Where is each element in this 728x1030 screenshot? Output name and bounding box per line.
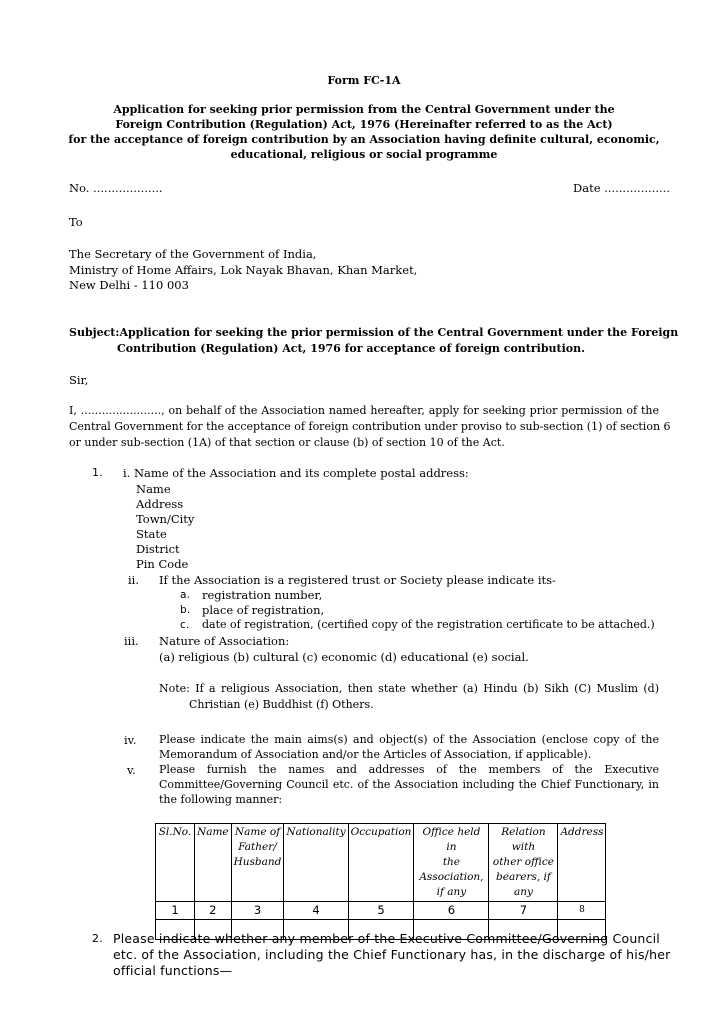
address-line-3: New Delhi - 110 003 [69,278,189,292]
subject-line-1: Subject:Application for seeking the prior permission of the Central Government under the Foreign [69,326,679,339]
intro-line-3: or under sub-section (1A) of that section or clause (b) of section 10 of the Act. [69,436,505,449]
sub-c-mark: c. [180,619,190,631]
table-cell-num: 3 [231,902,284,920]
item-2-number: 2. [92,932,103,945]
note-line-1: Note: If a religious Association, then state whether (a) Hindu (b) Sikh (C) Muslim (d) [159,682,659,695]
item-2-line-2: etc. of the Association, including the Chief Functionary has, in the discharge of his/her [113,947,671,962]
subject-line-2: Contribution (Regulation) Act, 1976 for acceptance of foreign contribution. [117,342,585,355]
col-header-occupation: Occupation [348,824,414,902]
table-cell-num: 6 [414,902,489,920]
heading-line-2: Foreign Contribution (Regulation) Act, 1976 (Hereinafter referred to as the Act) [115,118,613,131]
item-iv-number: iv. [124,733,137,747]
intro-line-2: Central Government for the acceptance of foreign contribution under proviso to sub-section (1) of section 6 [69,420,671,433]
sub-a-text: registration number, [202,588,323,602]
col-header-slno: Sl.No. [156,824,195,902]
table-cell-num: 2 [195,902,232,920]
table-cell-num: 5 [348,902,414,920]
form-title: Form FC-1A [327,74,401,87]
item-ii-number: ii. [128,573,140,587]
heading-line-4: educational, religious or social programme [230,148,498,161]
table-cell-num: 7 [489,902,558,920]
date-field: Date .................. [573,181,670,195]
sub-c-text: date of registration, (certified copy of the registration certificate to be attached.) [202,618,655,631]
table-cell-num: 1 [156,902,195,920]
item-1-number: 1. [92,466,103,479]
item-iv-line-1: Please indicate the main aims(s) and object(s) of the Association (enclose copy of the [159,733,659,746]
field-town-city: Town/City [136,512,195,526]
address-line-1: The Secretary of the Government of India, [69,247,317,261]
intro-line-1: I, ......................., on behalf of the Association named hereafter, apply for seeking prior permission of the [69,404,659,417]
col-header-office: Office held in the Association, if any [414,824,489,902]
table-cell-num: 8 [558,902,606,920]
item-v-line-2: Committee/Governing Council etc. of the Association including the Chief Functionary, in [159,778,659,791]
col-header-nationality: Nationality [284,824,348,902]
item-v-line-3: the following manner: [159,793,283,806]
item-2-line-1: Please indicate whether any member of the Executive Committee/Governing Council [113,931,660,946]
col-header-father-husband: Name of Father/ Husband [231,824,284,902]
members-table [155,823,606,940]
heading-line-1: Application for seeking prior permission from the Central Government under the [113,103,615,116]
col-header-relation: Relation with other office bearers, if any [489,824,558,902]
sub-b-mark: b. [180,604,191,616]
col-header-address: Address [558,824,606,902]
field-address: Address [136,497,184,511]
table-cell-num: 4 [284,902,348,920]
item-v-line-1: Please furnish the names and addresses of the members of the Executive [159,763,659,776]
number-field: No. ................... [69,181,163,195]
item-ii-text: If the Association is a registered trust or Society please indicate its- [159,573,556,587]
note-line-2: Christian (e) Buddhist (f) Others. [189,698,374,711]
address-line-2: Ministry of Home Affairs, Lok Nayak Bhavan, Khan Market, [69,263,418,277]
field-pin-code: Pin Code [136,557,189,571]
field-state: State [136,527,167,541]
item-1-i-label: i. Name of the Association and its complete postal address: [123,466,469,480]
item-2-line-3: official functions— [113,963,233,978]
sub-a-mark: a. [180,589,191,601]
item-iii-options: (a) religious (b) cultural (c) economic (d) educational (e) social. [159,650,529,664]
col-header-name: Name [195,824,232,902]
sub-b-text: place of registration, [202,603,325,617]
item-v-number: v. [127,763,136,777]
field-district: District [136,542,180,556]
table-header-row [156,824,606,902]
item-iii-text: Nature of Association: [159,634,290,648]
field-name: Name [136,482,171,496]
table-number-row [156,902,606,920]
item-iii-number: iii. [124,634,139,648]
heading-line-3: for the acceptance of foreign contribution by an Association having definite cultural, economic, [68,133,660,146]
item-iv-line-2: Memorandum of Association and/or the Articles of Association, if applicable). [159,748,592,761]
to-label: To [69,215,83,229]
salutation: Sir, [69,373,89,387]
